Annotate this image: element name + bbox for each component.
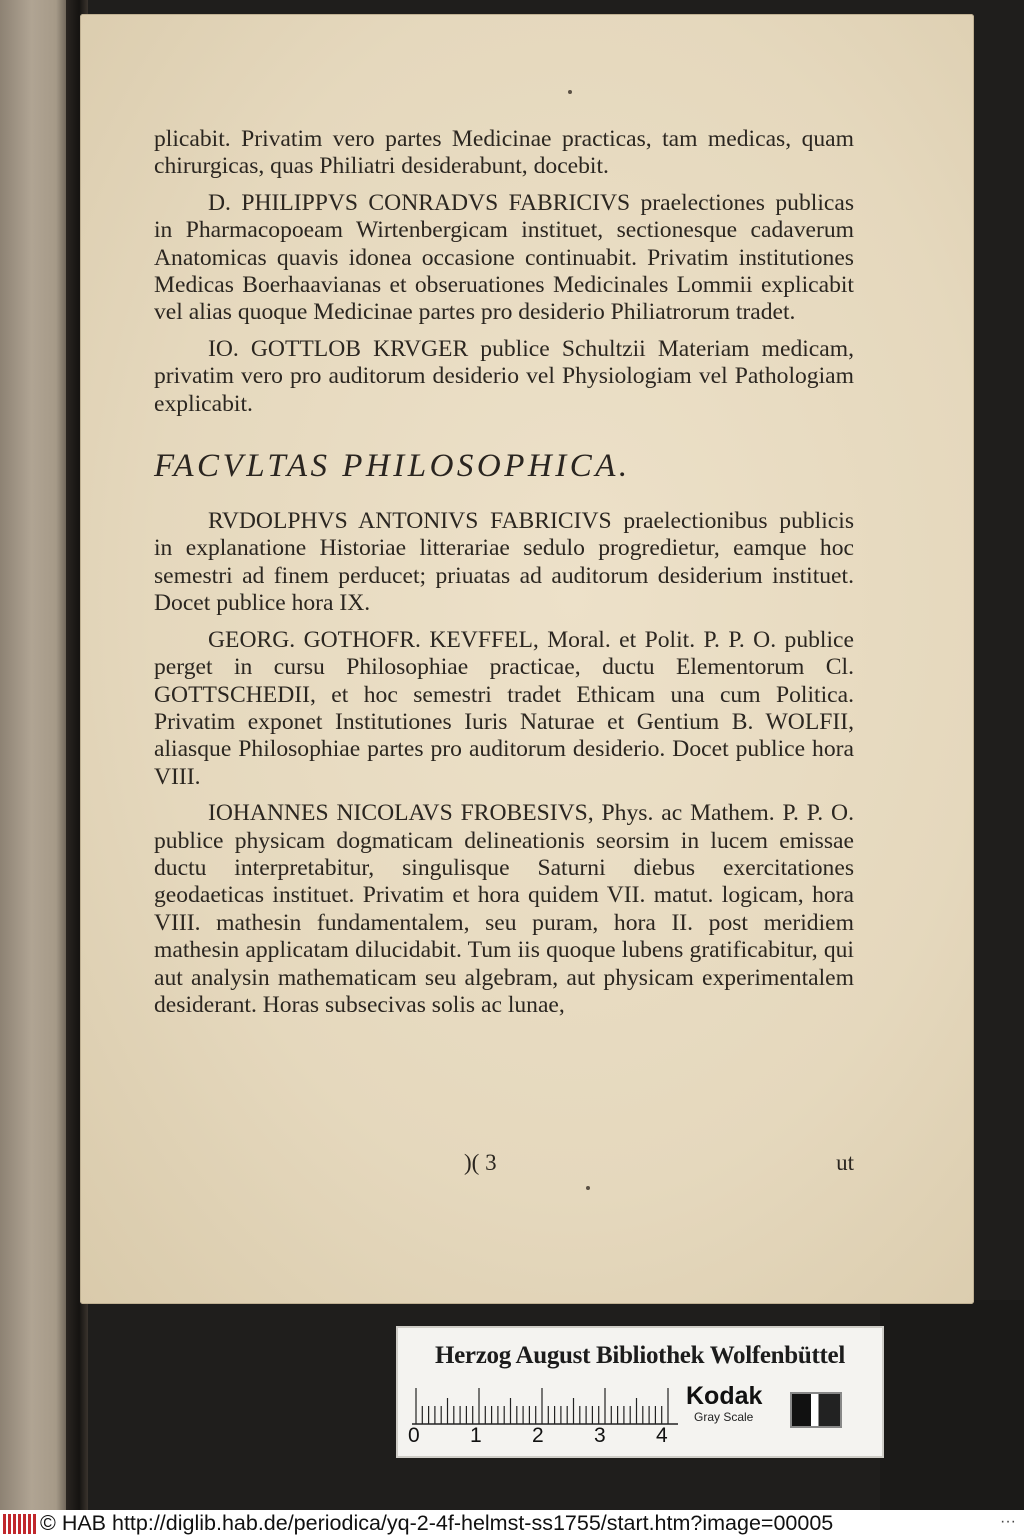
paragraph-fabricius-rudolphus: RVDOLPHVS ANTONIVS FABRICIVS praelectionibus publicis in explanatione Historiae litterariae sedulo progredietur, eamque hoc semestri ad finem perducet; priuatas ad auditorum desiderium instituet. Docet publice hora IX. bbox=[154, 508, 854, 617]
book-page bbox=[80, 14, 974, 1304]
page-text bbox=[154, 126, 854, 1019]
library-scale-card bbox=[396, 1326, 884, 1458]
page-footer-line bbox=[154, 1150, 854, 1178]
hab-barcode-icon bbox=[3, 1514, 37, 1534]
footer-bar bbox=[0, 1510, 1024, 1539]
ruler-number: 4 bbox=[656, 1424, 668, 1447]
more-icon[interactable]: ··· bbox=[1000, 1513, 1016, 1530]
signature-mark: )( 3 bbox=[464, 1150, 497, 1175]
gray-scale-patch bbox=[790, 1392, 842, 1428]
backdrop bbox=[880, 1300, 1024, 1510]
paper-speck bbox=[586, 1186, 590, 1190]
ruler-number: 0 bbox=[408, 1424, 420, 1447]
ruler-number: 3 bbox=[594, 1424, 606, 1447]
gray-scale-label: Gray Scale bbox=[694, 1410, 754, 1424]
ruler bbox=[412, 1386, 678, 1426]
paragraph-fabricius-philippus: D. PHILIPPVS CONRADVS FABRICIVS praelectiones publicas in Pharmacopoeam Wirtenbergicam instituet, sectionesque cadaverum Anatomicas quavis idonea occasione continuabit. Privatim institutiones Medicas Boerhaavianas et obseruationes Medicinales Lommii explicabit vel alias quoque Medicinae partes pro desiderio Philiatrorum tradet. bbox=[154, 189, 854, 326]
adjacent-page-edge bbox=[0, 0, 70, 1510]
paper-speck bbox=[568, 90, 572, 94]
kodak-logo: Kodak bbox=[686, 1382, 763, 1410]
paragraph-keuffel: GEORG. GOTHOFR. KEVFFEL, Moral. et Polit. P. P. O. publice perget in cursu Philosophiae practicae, ductu Elementorum Cl. GOTTSCHEDII, et hoc semestri tradet Ethicam una cum Politica. Privatim exponet Institutiones Iuris Naturae et Gentium B. WOLFII, aliasque Philosophiae partes pro auditorum desiderio. Docet publice hora VIII. bbox=[154, 626, 854, 790]
paragraph-continuation: plicabit. Privatim vero partes Medicinae practicas, tam medicas, quam chirurgicas, quas Philiatri desiderabunt, docebit. bbox=[154, 126, 854, 180]
paragraph-frobesius: IOHANNES NICOLAVS FROBESIVS, Phys. ac Mathem. P. P. O. publice physicam dogmaticam delineationis seorsim in lucem emissae ductu interpretabitur, singulisque Saturni diebus exercitationes geodaeticas instituet. Privatim et hora quidem VII. matut. logicam, hora VIII. mathesin fundamentalem, seu puram, hora II. post meridiem mathesin applicatam dilucidabit. Tum iis quoque lubens gratificabitur, qui aut analysin mathematicam seu algebram, aut physicam experimentalem desiderant. Horas subsecivas solis ac lunae, bbox=[154, 800, 854, 1018]
catchword: ut bbox=[836, 1150, 854, 1175]
library-name: Herzog August Bibliothek Wolfenbüttel bbox=[434, 1342, 845, 1369]
footer-url[interactable]: © HAB http://diglib.hab.de/periodica/yq-2-4f-helmst-ss1755/start.htm?image=00005 bbox=[40, 1511, 834, 1535]
ruler-number: 2 bbox=[532, 1424, 544, 1447]
section-heading: FACVLTAS PHILOSOPHICA. bbox=[154, 448, 631, 485]
ruler-number: 1 bbox=[470, 1424, 482, 1447]
paragraph-kruger: IO. GOTTLOB KRVGER publice Schultzii Materiam medicam, privatim vero pro auditorum desiderio vel Physiologiam vel Pathologiam explicabit. bbox=[154, 335, 854, 417]
